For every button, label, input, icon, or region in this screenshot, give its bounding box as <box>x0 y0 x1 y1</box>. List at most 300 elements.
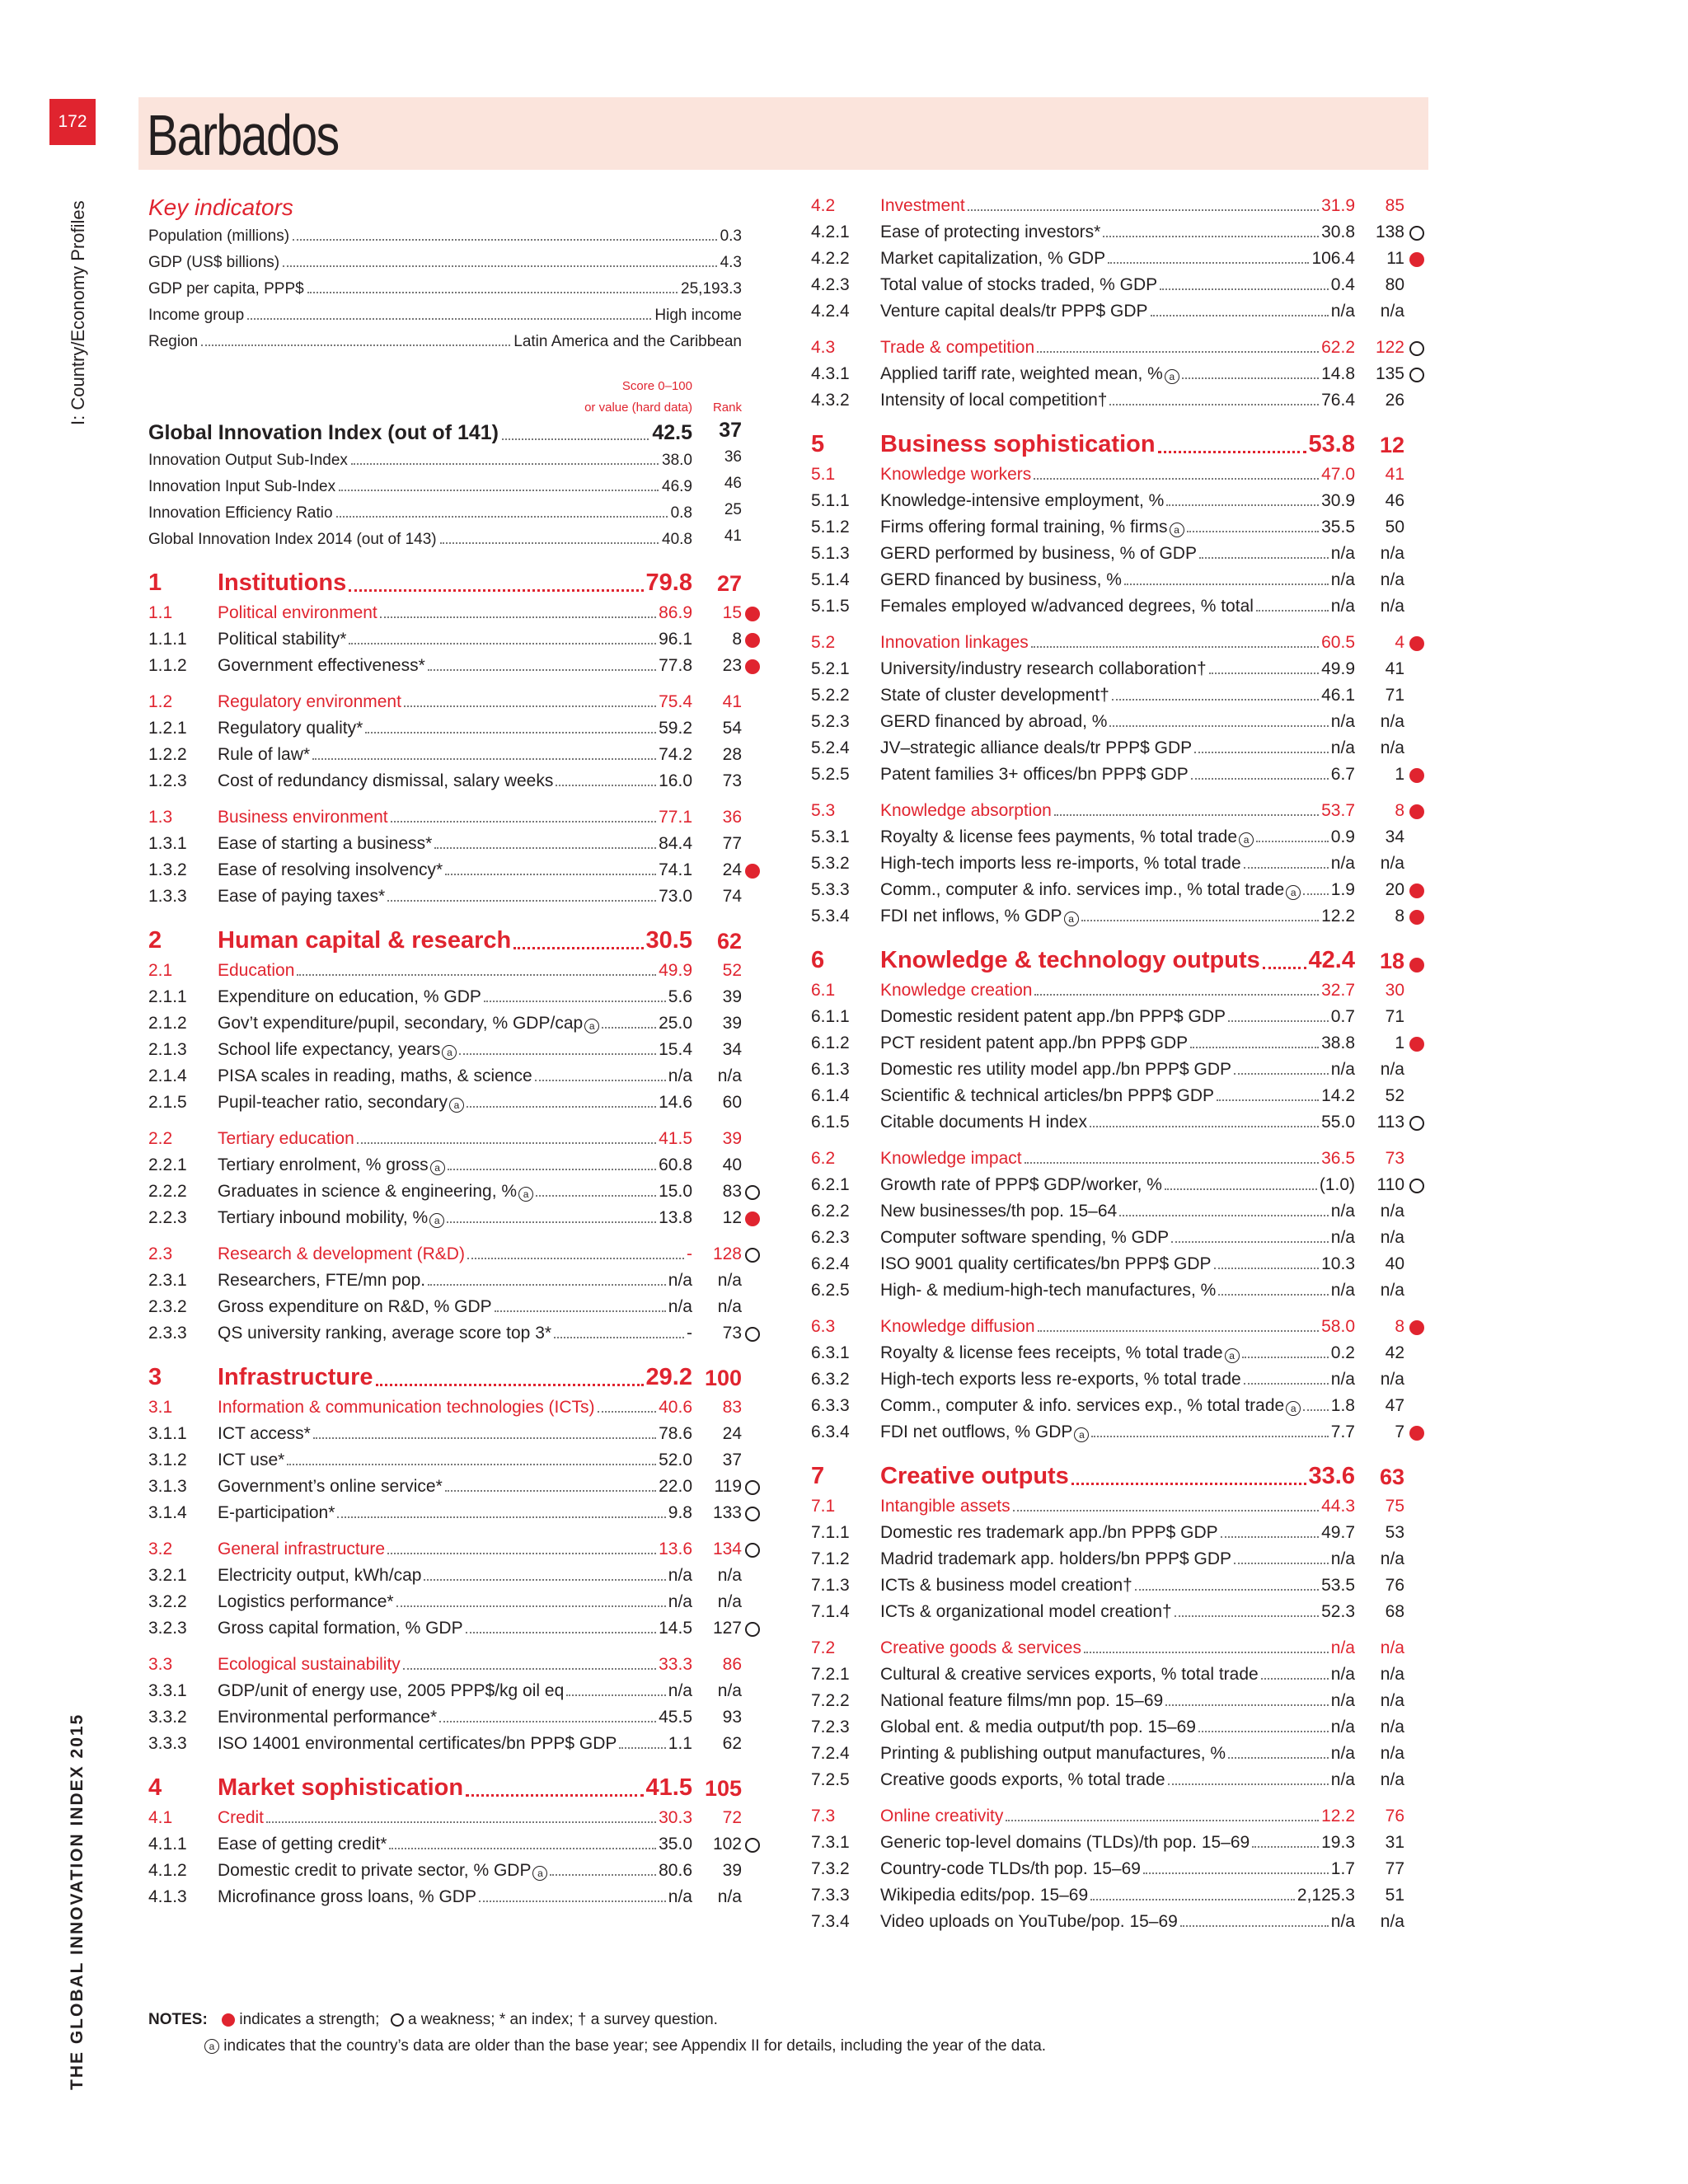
row-rank: 47 <box>1385 1396 1404 1415</box>
dot-leader <box>1168 1783 1329 1785</box>
dot-leader <box>1194 752 1329 753</box>
row-rank: 30 <box>1385 981 1404 1000</box>
dot-leader <box>495 1310 666 1312</box>
row-rank: 138 <box>1375 223 1404 241</box>
dot-leader <box>1217 1099 1319 1101</box>
row-label: Cultural & creative services exports, % total trade <box>880 1665 1259 1684</box>
row-value: 12.2 <box>1321 907 1355 926</box>
dot-leader <box>387 900 656 902</box>
row-label: Country-code TLDs/th pop. 15–69 <box>880 1859 1141 1878</box>
row-rank: n/a <box>1380 1912 1404 1931</box>
row-code: 4.3.1 <box>811 364 850 383</box>
sub-pillar-row <box>811 191 1355 216</box>
older-data-icon: a <box>1286 1401 1301 1416</box>
row-rank: 73 <box>1385 1149 1404 1168</box>
dot-leader <box>1084 1652 1329 1653</box>
row-rank: 68 <box>1385 1602 1404 1621</box>
row-rank: 135 <box>1375 364 1404 383</box>
sub-pillar-row <box>148 687 692 712</box>
strength-dot-icon <box>1409 910 1424 925</box>
dot-leader <box>1198 1731 1329 1732</box>
row-label: High-tech imports less re-imports, % total trade <box>880 854 1241 873</box>
row-rank: 15 <box>722 603 742 622</box>
dot-leader <box>434 847 656 849</box>
dot-leader <box>445 1490 656 1492</box>
weakness-circle-icon <box>1409 1116 1424 1131</box>
row-value: 14.2 <box>1321 1086 1355 1105</box>
dot-leader <box>1054 814 1319 816</box>
row-rank: 8 <box>1395 907 1404 926</box>
strength-dot-icon <box>1409 1426 1424 1441</box>
row-code: 5.1.1 <box>811 491 850 510</box>
row-code: 2.1 <box>148 961 173 980</box>
row-label: Knowledge-intensive employment, % <box>880 491 1165 510</box>
gii-row-value: 46.9 <box>662 478 692 495</box>
dot-leader <box>403 1668 656 1670</box>
row-label: Innovation linkages <box>880 633 1029 652</box>
key-indicator-value: 4.3 <box>720 254 742 271</box>
row-value: 32.7 <box>1321 981 1355 1000</box>
row-code: 7.3 <box>811 1807 836 1825</box>
dot-leader <box>357 1142 656 1144</box>
row-label: Applied tariff rate, weighted mean, % <box>880 364 1163 383</box>
dot-leader <box>1234 1563 1329 1564</box>
indicator-row <box>811 1854 1355 1879</box>
indicator-row <box>148 882 692 907</box>
dot-leader <box>387 1553 656 1554</box>
weakness-circle-icon <box>1409 341 1424 356</box>
weakness-circle-icon <box>1409 226 1424 241</box>
row-rank: 119 <box>714 1477 742 1496</box>
row-label: Tertiary inbound mobility, % <box>218 1208 429 1227</box>
row-rank: 83 <box>722 1398 742 1417</box>
gii-row <box>148 498 692 523</box>
row-value: n/a <box>1330 1912 1355 1931</box>
gii-row-rank: 46 <box>724 475 742 492</box>
row-code: 7 <box>811 1463 825 1489</box>
row-label: Patent families 3+ offices/bn PPP$ GDP <box>880 765 1189 784</box>
indicator-row <box>148 855 692 880</box>
sub-pillar-row <box>811 976 1355 1001</box>
row-code: 4.1.2 <box>148 1861 187 1880</box>
row-code: 7.2 <box>811 1638 836 1657</box>
row-label: Wikipedia edits/pop. 15–69 <box>880 1886 1089 1905</box>
dot-leader <box>424 1579 665 1581</box>
row-rank: 27 <box>716 571 742 596</box>
row-label: QS university ranking, average score top 3* <box>218 1324 552 1343</box>
indicator-row <box>148 1419 692 1444</box>
row-code: 3 <box>148 1364 162 1390</box>
row-code: 4.2.3 <box>811 275 850 294</box>
indicator-row <box>811 1828 1355 1853</box>
row-rank: n/a <box>1380 738 1404 757</box>
dot-leader <box>380 616 656 618</box>
row-rank: n/a <box>1380 1744 1404 1763</box>
row-label: Comm., computer & info. services exp., % total trade <box>880 1396 1285 1415</box>
row-rank: 20 <box>1385 880 1404 899</box>
row-code: 6 <box>811 947 825 973</box>
row-rank: 26 <box>1385 391 1404 410</box>
row-label: Creative goods exports, % total trade <box>880 1770 1165 1789</box>
dot-leader <box>550 1874 656 1876</box>
page-title: Barbados <box>147 103 339 167</box>
notes-older-data-text: indicates that the country’s data are older than the base year; see Appendix II for details, including the year of the data. <box>223 2037 1047 2055</box>
row-value: n/a <box>668 1681 692 1700</box>
row-value: 30.3 <box>659 1808 692 1827</box>
row-value: 0.7 <box>1330 1007 1355 1026</box>
dot-leader <box>448 1169 657 1170</box>
row-code: 2.2 <box>148 1129 173 1148</box>
dot-leader <box>1034 478 1319 480</box>
indicator-row <box>811 386 1355 410</box>
row-label: Royalty & license fees receipts, % total trade <box>880 1343 1223 1362</box>
row-label: Gov’t expenditure/pupil, secondary, % GDP/cap <box>218 1014 584 1033</box>
row-rank: 122 <box>1375 338 1404 357</box>
row-value: 30.9 <box>1321 491 1355 510</box>
strength-dot-icon <box>745 607 760 621</box>
row-label: Infrastructure <box>218 1364 373 1390</box>
row-label: University/industry research collaboration† <box>880 659 1207 678</box>
row-rank: 53 <box>1385 1523 1404 1542</box>
row-code: 6.2 <box>811 1149 836 1168</box>
gii-row-value: 40.8 <box>662 531 692 548</box>
dot-leader <box>391 821 657 823</box>
dot-leader <box>365 732 656 733</box>
row-label: Business sophistication <box>880 431 1156 457</box>
row-code: 6.1.2 <box>811 1033 850 1052</box>
row-value: 15.0 <box>659 1182 692 1201</box>
row-code: 3.2 <box>148 1540 173 1558</box>
indicator-row <box>811 654 1355 679</box>
row-rank: 76 <box>1385 1807 1404 1825</box>
row-rank: n/a <box>717 1066 742 1085</box>
indicator-row <box>811 1197 1355 1221</box>
row-code: 2.3.1 <box>148 1271 187 1290</box>
row-value: 40.6 <box>659 1398 692 1417</box>
row-value: 38.8 <box>1321 1033 1355 1052</box>
gii-row-rank: 25 <box>724 501 742 518</box>
row-rank: 34 <box>722 1040 742 1059</box>
row-rank: n/a <box>1380 1549 1404 1568</box>
row-value: 14.5 <box>659 1619 692 1638</box>
row-rank: n/a <box>1380 597 1404 616</box>
row-label: Tertiary education <box>218 1129 354 1148</box>
row-label: Females employed w/advanced degrees, % total <box>880 597 1254 616</box>
row-code: 1.2.3 <box>148 771 187 790</box>
gii-row-value: 0.8 <box>670 504 692 522</box>
indicator-row <box>148 1856 692 1881</box>
row-value: n/a <box>668 1566 692 1585</box>
dot-leader <box>396 1605 666 1607</box>
row-label: Gross capital formation, % GDP <box>218 1619 463 1638</box>
dot-leader <box>1165 1704 1329 1706</box>
sub-pillar-row <box>148 598 692 623</box>
row-label: Microfinance gross loans, % GDP <box>218 1887 476 1906</box>
key-indicator-label: Income group <box>148 307 245 324</box>
row-rank: 105 <box>704 1776 742 1801</box>
row-label: Political environment <box>218 603 377 622</box>
dot-leader <box>484 1001 666 1002</box>
row-value: (1.0) <box>1319 1175 1355 1194</box>
dot-leader <box>466 1632 657 1633</box>
strength-dot-icon <box>1409 1320 1424 1335</box>
row-label: Government’s online service* <box>218 1477 443 1496</box>
row-code: 6.3.2 <box>811 1370 850 1389</box>
row-code: 2.3.3 <box>148 1324 187 1343</box>
row-value: 49.7 <box>1321 1523 1355 1542</box>
row-label: Political stability* <box>218 630 347 649</box>
row-rank: 40 <box>1385 1254 1404 1273</box>
dot-leader <box>313 1437 656 1439</box>
row-label: Online creativity <box>880 1807 1004 1825</box>
dot-leader <box>1071 1483 1306 1485</box>
row-rank: 85 <box>1385 196 1404 215</box>
row-label: Domestic credit to private sector, % GDP <box>218 1861 532 1880</box>
indicator-row <box>811 1907 1355 1932</box>
strength-dot-icon <box>1409 768 1424 783</box>
indicator-row <box>811 539 1355 564</box>
notes-label: NOTES: <box>148 2011 208 2028</box>
row-value: 80.6 <box>659 1861 692 1880</box>
strength-dot-icon <box>1409 636 1424 651</box>
row-rank: n/a <box>1380 1691 1404 1710</box>
row-code: 1.1 <box>148 603 173 622</box>
older-data-icon: a <box>430 1160 445 1175</box>
row-code: 5.2.4 <box>811 738 850 757</box>
older-data-icon: a <box>584 1019 599 1033</box>
strength-dot-icon <box>222 2013 235 2027</box>
dot-leader <box>428 669 656 671</box>
row-label: Intensity of local competition† <box>880 391 1108 410</box>
strength-dot-icon <box>745 633 760 648</box>
row-value: 35.0 <box>659 1835 692 1854</box>
row-label: Regulatory environment <box>218 692 401 711</box>
sub-pillar-row <box>148 1240 692 1264</box>
row-code: 5.1.4 <box>811 570 850 589</box>
indicator-row <box>811 1365 1355 1390</box>
row-code: 7.3.2 <box>811 1859 850 1878</box>
row-value: n/a <box>1330 1691 1355 1710</box>
row-rank: 62 <box>722 1734 742 1753</box>
dot-leader <box>1175 1615 1319 1617</box>
dot-leader <box>1256 841 1329 842</box>
row-value: n/a <box>668 1066 692 1085</box>
row-value: 31.9 <box>1321 196 1355 215</box>
pillar-row <box>148 569 692 597</box>
row-label: ICTs & organizational model creation† <box>880 1602 1172 1621</box>
row-rank: n/a <box>1380 1228 1404 1247</box>
dot-leader <box>389 1848 656 1849</box>
row-value: 52.0 <box>659 1451 692 1469</box>
row-label: Expenditure on education, % GDP <box>218 987 481 1006</box>
sub-pillar-row <box>148 1124 692 1149</box>
weakness-circle-icon <box>745 1507 760 1521</box>
dot-leader <box>479 1900 666 1902</box>
indicator-row <box>148 1614 692 1638</box>
strength-dot-icon <box>745 659 760 674</box>
row-label: Knowledge impact <box>880 1149 1022 1168</box>
row-value: n/a <box>1330 1281 1355 1300</box>
indicator-row <box>811 707 1355 732</box>
pillar-row <box>811 946 1355 974</box>
row-rank: n/a <box>717 1271 742 1290</box>
sub-pillar-row <box>811 1492 1355 1516</box>
row-code: 2.1.3 <box>148 1040 187 1059</box>
dot-leader <box>349 643 656 644</box>
row-value: 13.6 <box>659 1540 692 1558</box>
dot-leader <box>404 705 656 707</box>
dot-leader <box>1165 1188 1317 1190</box>
row-value: 29.2 <box>645 1364 692 1390</box>
dot-leader <box>619 1747 665 1749</box>
row-rank: 24 <box>722 1424 742 1443</box>
indicator-row <box>811 1055 1355 1080</box>
row-code: 7.3.1 <box>811 1833 850 1852</box>
row-value: 0.4 <box>1330 275 1355 294</box>
row-label: Ease of getting credit* <box>218 1835 387 1854</box>
row-label: ICT access* <box>218 1424 311 1443</box>
weakness-circle-icon <box>745 1543 760 1558</box>
row-code: 4.1 <box>148 1808 173 1827</box>
row-value: n/a <box>1330 1665 1355 1684</box>
sub-pillar-row <box>148 803 692 827</box>
row-label: New businesses/th pop. 15–64 <box>880 1202 1118 1221</box>
dot-leader <box>1090 1126 1319 1127</box>
row-code: 4.2 <box>811 196 836 215</box>
row-value: 62.2 <box>1321 338 1355 357</box>
row-label: Scientific & technical articles/bn PPP$ GDP <box>880 1086 1215 1105</box>
row-rank: 74 <box>722 887 742 906</box>
row-value: 12.2 <box>1321 1807 1355 1825</box>
row-label: Ease of protecting investors* <box>880 223 1101 241</box>
row-label: Computer software spending, % GDP <box>880 1228 1170 1247</box>
dot-leader <box>556 785 656 786</box>
dot-leader <box>351 463 659 465</box>
indicator-row <box>811 1881 1355 1905</box>
row-label: Ease of starting a business* <box>218 834 433 853</box>
row-rank: 1 <box>1395 765 1404 784</box>
gii-row-label: Innovation Input Sub-Index <box>148 478 336 495</box>
row-rank: 1 <box>1395 1033 1404 1052</box>
weakness-circle-icon <box>745 1248 760 1263</box>
row-label: ICTs & business model creation† <box>880 1576 1132 1595</box>
row-rank: 7 <box>1395 1422 1404 1441</box>
indicator-row <box>811 1081 1355 1106</box>
row-value: n/a <box>1330 1202 1355 1221</box>
dot-leader <box>1158 451 1306 453</box>
gii-main-value: 42.5 <box>652 421 692 444</box>
row-rank: 127 <box>712 1619 742 1638</box>
notes-line-2 <box>203 2037 1046 2055</box>
row-value: 75.4 <box>659 692 692 711</box>
dot-leader <box>554 1337 684 1338</box>
row-value: 53.8 <box>1308 431 1355 457</box>
row-code: 7.2.3 <box>811 1718 850 1736</box>
indicator-row <box>811 1518 1355 1543</box>
row-code: 4.3 <box>811 338 836 357</box>
indicator-row <box>811 1029 1355 1053</box>
row-label: Knowledge & technology outputs <box>880 947 1260 973</box>
dot-leader <box>513 947 643 949</box>
row-code: 3.1.1 <box>148 1424 187 1443</box>
key-indicator-label: Population (millions) <box>148 227 290 245</box>
row-label: JV–strategic alliance deals/tr PPP$ GDP <box>880 738 1193 757</box>
indicator-row <box>148 740 692 765</box>
key-indicator-row <box>148 274 742 298</box>
row-rank: 133 <box>712 1503 742 1522</box>
row-rank: 24 <box>722 860 742 879</box>
row-label: Global ent. & media output/th pop. 15–69 <box>880 1718 1196 1736</box>
sub-pillar-row <box>811 333 1355 358</box>
key-indicator-value: 0.3 <box>720 227 742 245</box>
row-value: 1.7 <box>1330 1859 1355 1878</box>
row-label: Market sophistication <box>218 1774 464 1801</box>
row-value: n/a <box>668 1592 692 1611</box>
key-indicator-label: Region <box>148 333 199 350</box>
row-rank: 23 <box>722 656 742 675</box>
row-label: National feature films/mn pop. 15–69 <box>880 1691 1164 1710</box>
row-label: Video uploads on YouTube/pop. 15–69 <box>880 1912 1178 1931</box>
row-rank: n/a <box>1380 1770 1404 1789</box>
dot-leader <box>1119 1215 1329 1216</box>
row-value: 49.9 <box>659 961 692 980</box>
row-rank: n/a <box>1380 302 1404 321</box>
row-code: 2.1.1 <box>148 987 187 1006</box>
row-value: n/a <box>1330 1744 1355 1763</box>
indicator-row <box>811 1660 1355 1685</box>
row-label: GERD performed by business, % of GDP <box>880 544 1197 563</box>
dot-leader <box>466 1794 643 1797</box>
row-label: Gross expenditure on R&D, % GDP <box>218 1297 492 1316</box>
row-code: 5.2 <box>811 633 836 652</box>
dot-leader <box>1160 288 1329 290</box>
row-code: 3.2.3 <box>148 1619 187 1638</box>
row-code: 7.3.3 <box>811 1886 850 1905</box>
dot-leader <box>598 1411 657 1413</box>
row-value: 35.5 <box>1321 518 1355 537</box>
indicator-row <box>148 1882 692 1907</box>
dot-leader <box>307 292 678 293</box>
dot-leader <box>1261 1678 1329 1680</box>
row-value: 74.2 <box>659 745 692 764</box>
row-rank: 41 <box>722 692 742 711</box>
dot-leader <box>1143 1872 1329 1874</box>
dot-leader <box>1124 583 1329 585</box>
sub-pillar-row <box>148 956 692 981</box>
row-code: 5.3.4 <box>811 907 850 926</box>
row-label: Ease of resolving insolvency* <box>218 860 443 879</box>
indicator-row <box>811 565 1355 590</box>
older-data-icon: a <box>1165 369 1179 384</box>
indicator-row <box>811 1223 1355 1248</box>
row-rank: 71 <box>1385 686 1404 705</box>
notes-strength-text: indicates a strength; <box>239 2011 380 2028</box>
dot-leader <box>349 589 643 592</box>
row-label: Creative goods & services <box>880 1638 1081 1657</box>
row-value: n/a <box>1330 1228 1355 1247</box>
row-label: Research & development (R&D) <box>218 1244 465 1263</box>
older-data-icon: a <box>1064 912 1079 926</box>
row-code: 6.3 <box>811 1317 836 1336</box>
row-code: 6.2.1 <box>811 1175 850 1194</box>
indicator-row <box>811 1765 1355 1790</box>
row-code: 7.1.4 <box>811 1602 850 1621</box>
indicator-row <box>811 1544 1355 1569</box>
dot-leader <box>535 1080 666 1081</box>
pillar-row <box>148 926 692 954</box>
row-label: Creative outputs <box>880 1463 1069 1489</box>
row-rank: 110 <box>1376 1175 1404 1194</box>
